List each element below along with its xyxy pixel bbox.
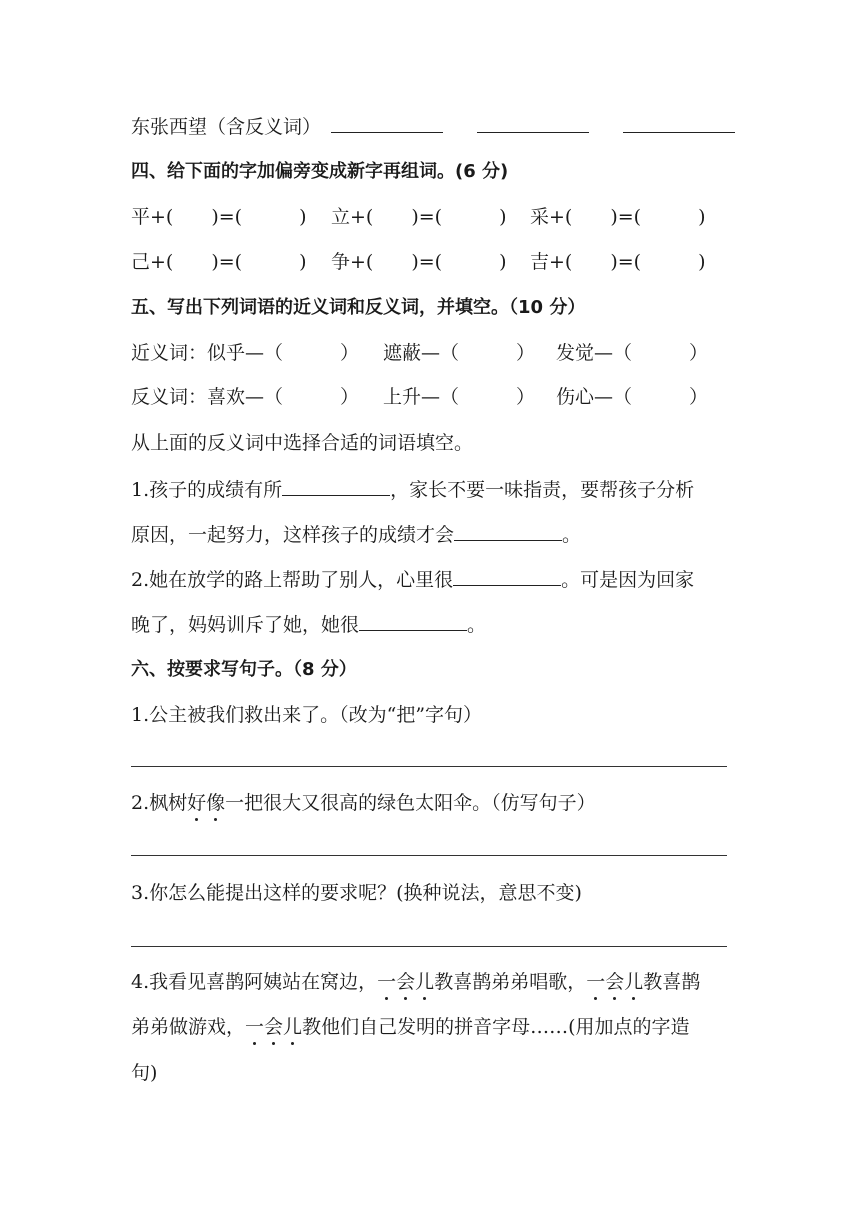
question-text: 教喜鹊弟弟唱歌， — [434, 971, 587, 993]
answer-blank[interactable] — [331, 114, 443, 133]
sentence-task-3: 3.你怎么能提出这样的要求呢？(换种说法，意思不变) — [131, 882, 582, 904]
question-text: 4.我看见喜鹊阿姨站在窝边， — [131, 971, 378, 993]
answer-blank[interactable] — [477, 114, 589, 133]
antonym-item[interactable]: 上升—（ ） — [383, 386, 536, 408]
radical-item[interactable]: 平+( )=( ) — [131, 206, 307, 228]
emphasis-char: 像 — [206, 792, 226, 814]
emphasis-char: 一 — [586, 971, 606, 993]
answer-blank[interactable] — [453, 567, 561, 586]
section-4-title: 四、给下面的字加偏旁变成新字再组词。(6 分) — [131, 161, 509, 182]
sentence-task-4-line-1 — [131, 970, 700, 994]
emphasis-char: 会 — [396, 971, 416, 993]
question-text: 原因，一起努力，这样孩子的成绩才会 — [131, 524, 455, 546]
sentence-task-4-line-2 — [131, 1015, 689, 1039]
emphasis-char: 一 — [377, 971, 397, 993]
section-5-title: 五、写出下列词语的近义词和反义词，并填空。（10 分） — [131, 297, 586, 318]
answer-line[interactable] — [131, 766, 727, 767]
emphasis-char: 好 — [187, 792, 207, 814]
question-text: 教他们自己发明的拼音字母……(用加点的字造 — [302, 1016, 690, 1038]
answer-blank[interactable] — [359, 612, 467, 631]
synonym-item[interactable]: 发觉—（ ） — [556, 342, 709, 364]
emphasis-char: 儿 — [415, 971, 435, 993]
emphasis-char: 会 — [264, 1016, 284, 1038]
answer-blank[interactable] — [623, 114, 735, 133]
question-text: 1.孩子的成绩有所 — [131, 479, 283, 501]
question-text: 一把很大又很高的绿色太阳伞。（仿写句子） — [225, 792, 596, 814]
answer-line[interactable] — [131, 946, 727, 947]
fill-question-2-line-1 — [131, 567, 694, 592]
question-text: 晚了，妈妈训斥了她，她很 — [131, 614, 360, 636]
radical-item[interactable]: 争+( )=( ) — [331, 251, 507, 273]
section-6-title: 六、按要求写句子。（8 分） — [131, 659, 357, 680]
answer-blank[interactable] — [454, 522, 562, 541]
emphasis-char: 儿 — [283, 1016, 303, 1038]
fill-question-1-line-2 — [131, 522, 581, 547]
emphasis-char: 会 — [605, 971, 625, 993]
emphasis-char: 儿 — [624, 971, 644, 993]
fill-question-2-line-2 — [131, 612, 486, 637]
question-text: 。 — [467, 614, 487, 636]
synonym-item[interactable]: 遮蔽—（ ） — [383, 342, 536, 364]
sentence-task-2 — [131, 791, 596, 815]
antonym-item[interactable]: 反义词：喜欢—（ ） — [131, 386, 360, 408]
fill-question-1-line-1 — [131, 477, 694, 502]
question-text: 2.她在放学的路上帮助了别人，心里很 — [131, 569, 454, 591]
question-text: 弟弟做游戏， — [131, 1016, 246, 1038]
answer-line[interactable] — [131, 855, 727, 856]
synonym-item[interactable]: 近义词：似乎—（ ） — [131, 342, 360, 364]
emphasis-char: 一 — [245, 1016, 265, 1038]
answer-blank[interactable] — [282, 477, 390, 496]
question-text: 。 — [562, 524, 582, 546]
sentence-task-1: 1.公主被我们救出来了。（改为“把”字句） — [131, 704, 483, 726]
radical-item[interactable]: 采+( )=( ) — [530, 206, 706, 228]
question-text: 教喜鹊 — [643, 971, 701, 993]
antonym-idiom-line — [131, 114, 735, 139]
radical-item[interactable]: 己+( )=( ) — [131, 251, 307, 273]
fill-instruction: 从上面的反义词中选择合适的词语填空。 — [131, 432, 474, 454]
question-text: 。可是因为回家 — [561, 569, 695, 591]
question-text: ，家长不要一味指责，要帮孩子分析 — [390, 479, 695, 501]
antonym-idiom-text: 东张西望（含反义词） — [131, 116, 322, 138]
question-text: 2.枫树 — [131, 792, 188, 814]
radical-item[interactable]: 立+( )=( ) — [331, 206, 507, 228]
sentence-task-4-line-3: 句) — [131, 1062, 158, 1084]
antonym-item[interactable]: 伤心—（ ） — [556, 386, 709, 408]
radical-item[interactable]: 吉+( )=( ) — [530, 251, 706, 273]
